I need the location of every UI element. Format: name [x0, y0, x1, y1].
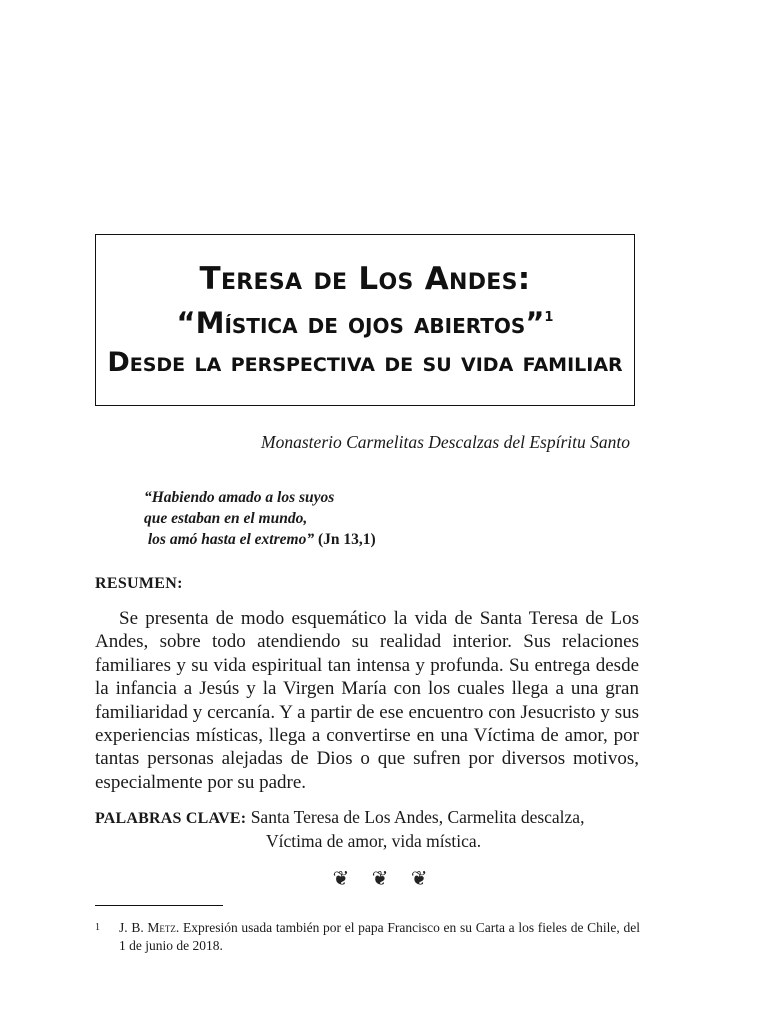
- epigraph: [144, 487, 376, 550]
- abstract-text: Se presenta de modo esquemático la vida de Santa Teresa de Los Andes, sobre todo atendiendo su realidad interior. Sus relaciones familiares y su vida espiritual tan intensa y profunda. Su entrega desde la infancia a Jesús y la Virgen María con los cuales llega a una gran familiaridad y cercanía. Y a partir de ese encuentro con Jesucristo y sus experiencias místicas, llega a convertirse en una Víctima de amor, por tantas personas alejadas de Dios o que sufren por diversos motivos, especialmente por su padre.: [95, 608, 639, 793]
- title-line-3: Desde la perspectiva de su vida familiar: [107, 347, 623, 378]
- footnote-mark: 1: [95, 922, 100, 933]
- epigraph-line-2: que estaban en el mundo,: [144, 510, 308, 527]
- footnote: [95, 919, 640, 955]
- footnote-author: J. B. Metz: [119, 920, 176, 935]
- footnote-reference[interactable]: 1: [544, 310, 554, 325]
- title-line-2-text: “Mística de ojos abiertos”: [176, 306, 545, 340]
- title-box: [95, 234, 635, 406]
- keywords: [95, 806, 655, 853]
- footnote-text: [95, 919, 640, 955]
- footnote-body: . Expresión usada también por el papa Francisco en su Carta a los fieles de Chile, del 1 de junio de 2018.: [119, 920, 640, 953]
- epigraph-line-3: los amó hasta el extremo”: [147, 531, 315, 548]
- keywords-label: PALABRAS CLAVE:: [95, 810, 247, 827]
- footnote-rule: [95, 905, 223, 906]
- epigraph-line-1: “Habiendo amado a los suyos: [144, 489, 335, 506]
- title-line-1: Teresa de Los Andes:: [199, 261, 531, 297]
- title-line-2: [96, 306, 634, 340]
- keywords-line-2: Víctima de amor, vida mística.: [266, 831, 482, 851]
- ornament-divider-icon: ❦ ❦ ❦: [332, 866, 436, 890]
- abstract-heading: RESUMEN:: [95, 575, 183, 592]
- epigraph-reference: (Jn 13,1): [317, 531, 376, 548]
- keywords-line-1: Santa Teresa de Los Andes, Carmelita descalza,: [250, 807, 585, 827]
- author-affiliation: Monasterio Carmelitas Descalzas del Espíritu Santo: [261, 432, 630, 452]
